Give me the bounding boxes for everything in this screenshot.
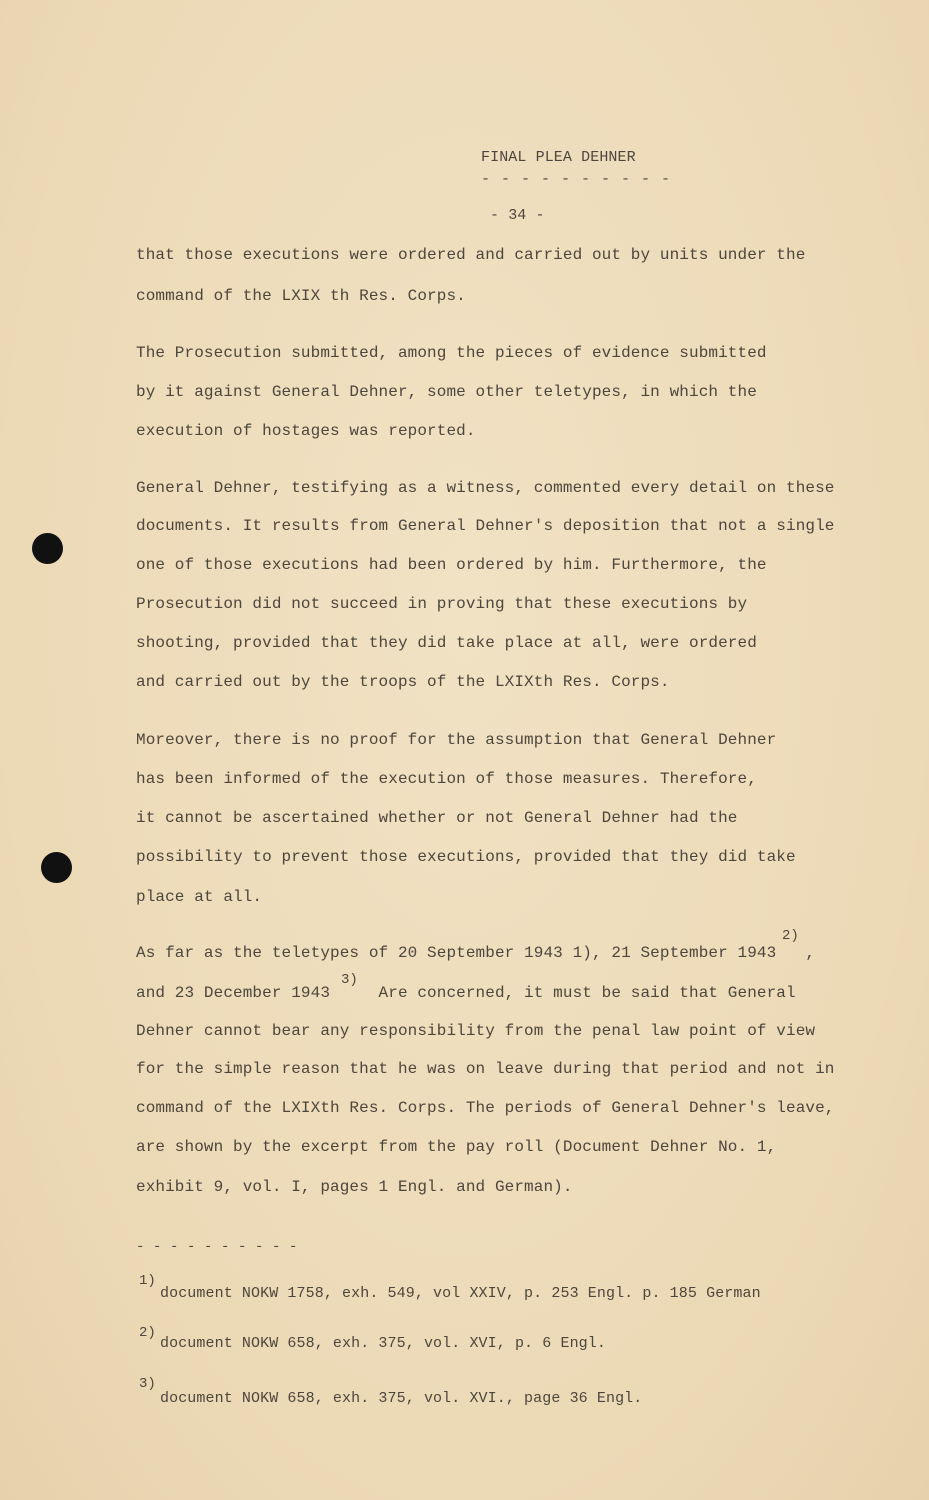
text-line: has been informed of the execution of those measures. Therefore, (136, 770, 757, 788)
text-line: command of the LXIX th Res. Corps. (136, 287, 466, 305)
text-line: As far as the teletypes of 20 September 1943 1), 21 September 1943 , (136, 944, 816, 962)
text-line: documents. It results from General Dehner's deposition that not a single (136, 517, 835, 535)
text-line: it cannot be ascertained whether or not General Dehner had the (136, 809, 738, 827)
text-line: possibility to prevent those executions, provided that they did take (136, 848, 796, 866)
text-line: for the simple reason that he was on leave during that period and not in (136, 1060, 835, 1078)
text-line: Prosecution did not succeed in proving that these executions by (136, 595, 748, 613)
punch-hole (32, 533, 63, 564)
text-line: command of the LXIXth Res. Corps. The periods of General Dehner's leave, (136, 1099, 835, 1117)
punch-hole (41, 852, 72, 883)
text-line: General Dehner, testifying as a witness, commented every detail on these (136, 479, 835, 497)
text-line: execution of hostages was reported. (136, 422, 476, 440)
footnote: document NOKW 658, exh. 375, vol. XVI, p. 6 Engl. (160, 1335, 606, 1352)
text-line: exhibit 9, vol. I, pages 1 Engl. and German). (136, 1178, 573, 1196)
text-line: The Prosecution submitted, among the pieces of evidence submitted (136, 344, 767, 362)
footnote: document NOKW 658, exh. 375, vol. XVI., page 36 Engl. (160, 1390, 643, 1407)
footnote-ref: 2) (782, 928, 799, 944)
text-line: place at all. (136, 888, 263, 906)
text-line: Dehner cannot bear any responsibility from the penal law point of view (136, 1022, 816, 1040)
document-title: FINAL PLEA DEHNER (481, 149, 636, 166)
text-line: that those executions were ordered and carried out by units under the (136, 246, 806, 264)
title-underline: - - - - - - - - - - (481, 171, 672, 188)
text-line: Moreover, there is no proof for the assumption that General Dehner (136, 731, 777, 749)
text-line: are shown by the excerpt from the pay roll (Document Dehner No. 1, (136, 1138, 777, 1156)
footnote-ref: 3) (341, 972, 358, 988)
footnote: document NOKW 1758, exh. 549, vol XXIV, p. 253 Engl. p. 185 German (160, 1285, 761, 1302)
footnote-mark: 1) (139, 1273, 156, 1289)
text-line: one of those executions had been ordered by him. Furthermore, the (136, 556, 767, 574)
text-line: and 23 December 1943 Are concerned, it must be said that General (136, 984, 796, 1002)
footnote-mark: 2) (139, 1325, 156, 1341)
page-number: - 34 - (490, 207, 545, 224)
text-line: shooting, provided that they did take place at all, were ordered (136, 634, 757, 652)
footnote-separator: - - - - - - - - - - (136, 1239, 298, 1255)
footnote-mark: 3) (139, 1376, 156, 1392)
text-line: and carried out by the troops of the LXIXth Res. Corps. (136, 673, 670, 691)
text-line: by it against General Dehner, some other teletypes, in which the (136, 383, 757, 401)
